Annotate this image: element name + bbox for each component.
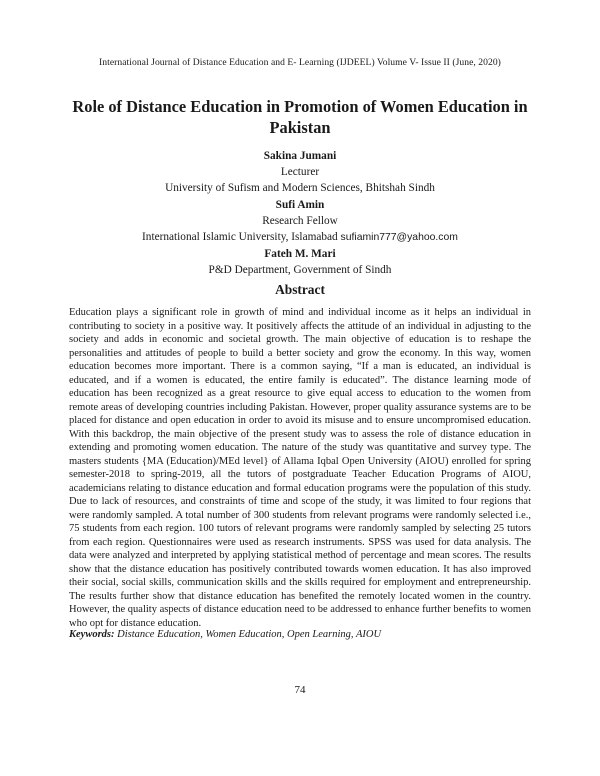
page-number: 74	[294, 684, 306, 696]
keywords-label: Keywords:	[69, 629, 115, 640]
author-email[interactable]: sufiamin777@yahoo.com	[340, 232, 458, 244]
keywords-list: Distance Education, Women Education, Open Learning, AIOU	[117, 629, 382, 640]
paper-title: Role of Distance Education in Promotion of Women Education in Pakistan	[72, 97, 528, 137]
author-role: Lecturer	[280, 166, 320, 179]
keywords-line	[69, 628, 531, 641]
abstract-body: Education plays a significant role in growth of mind and individual income as it helps an individual in contributing to society in a positive way. It positively affects the attitude of an individual in adjusting to the society and adds in economic and societal growth. The main objective of education is to reshape the personalities and attitudes of people to build a better society and grow the economy. In this way, women education becomes more important. There is a common saying, “If a man is educated, an individual is educated, and if a women is educated, the entire family is educated”. The distance learning mode of education has been recognized as a great resource to give equal access to education to the women from remote areas of developing countries including Pakistan. However, proper quality assurance systems are to be placed for distance and open education in order to avoid its misuse and to ensure uncompromised education. With this backdrop, the main objective of the present study was to assess the role of distance education in extending and promoting women education. The nature of the study was quantitative and survey type. The masters students {MA (Education)/MEd level} of Allama Iqbal Open University (AIOU) enrolled for spring semester-2018 to spring-2019, all the tutors of postgraduate Teacher Education Programs of AIOU, academicians relating to distance education and formal education programs were the population of this study. Due to lack of resources, and constraints of time and scope of the study, it was limited to four regions that were randomly sampled. A total number of 300 students from relevant programs were randomly selected i.e., 75 students from each region. 100 tutors of relevant programs were randomly sampled by selecting 25 tutors from each region. Questionnaires were used as research instruments. SPSS was used for data analysis. The data were analyzed and interpreted by applying statistical method of percentage and mean scores. The results show that the distance education has positively contributed towards women education. It has also improved their social, social skills, communication skills and the skills required for employment and entrepreneurship. The results further show that distance education has benefited the remotely located women in the country. However, the quality aspects of distance education need to be addressed to enhance further benefits to women who opt for distance education.	[69, 307, 531, 629]
author-affiliation: P&D Department, Government of Sindh	[208, 264, 392, 277]
author-role: Research Fellow	[262, 214, 338, 227]
running-head: International Journal of Distance Education and E- Learning (IJDEEL) Volume V- Issue II (June, 2020)	[99, 57, 501, 68]
author-affiliation: University of Sufism and Modern Sciences, Bhitshah Sindh	[165, 182, 435, 195]
author-affiliation: International Islamic University, Islamabad	[142, 231, 338, 244]
author-name: Sakina Jumani	[263, 150, 337, 162]
author-affiliation-line	[0, 229, 600, 246]
author-name: Fateh M. Mari	[264, 248, 336, 261]
author-block	[0, 148, 600, 279]
abstract-heading: Abstract	[275, 282, 325, 297]
author-name: Sufi Amin	[275, 198, 325, 211]
